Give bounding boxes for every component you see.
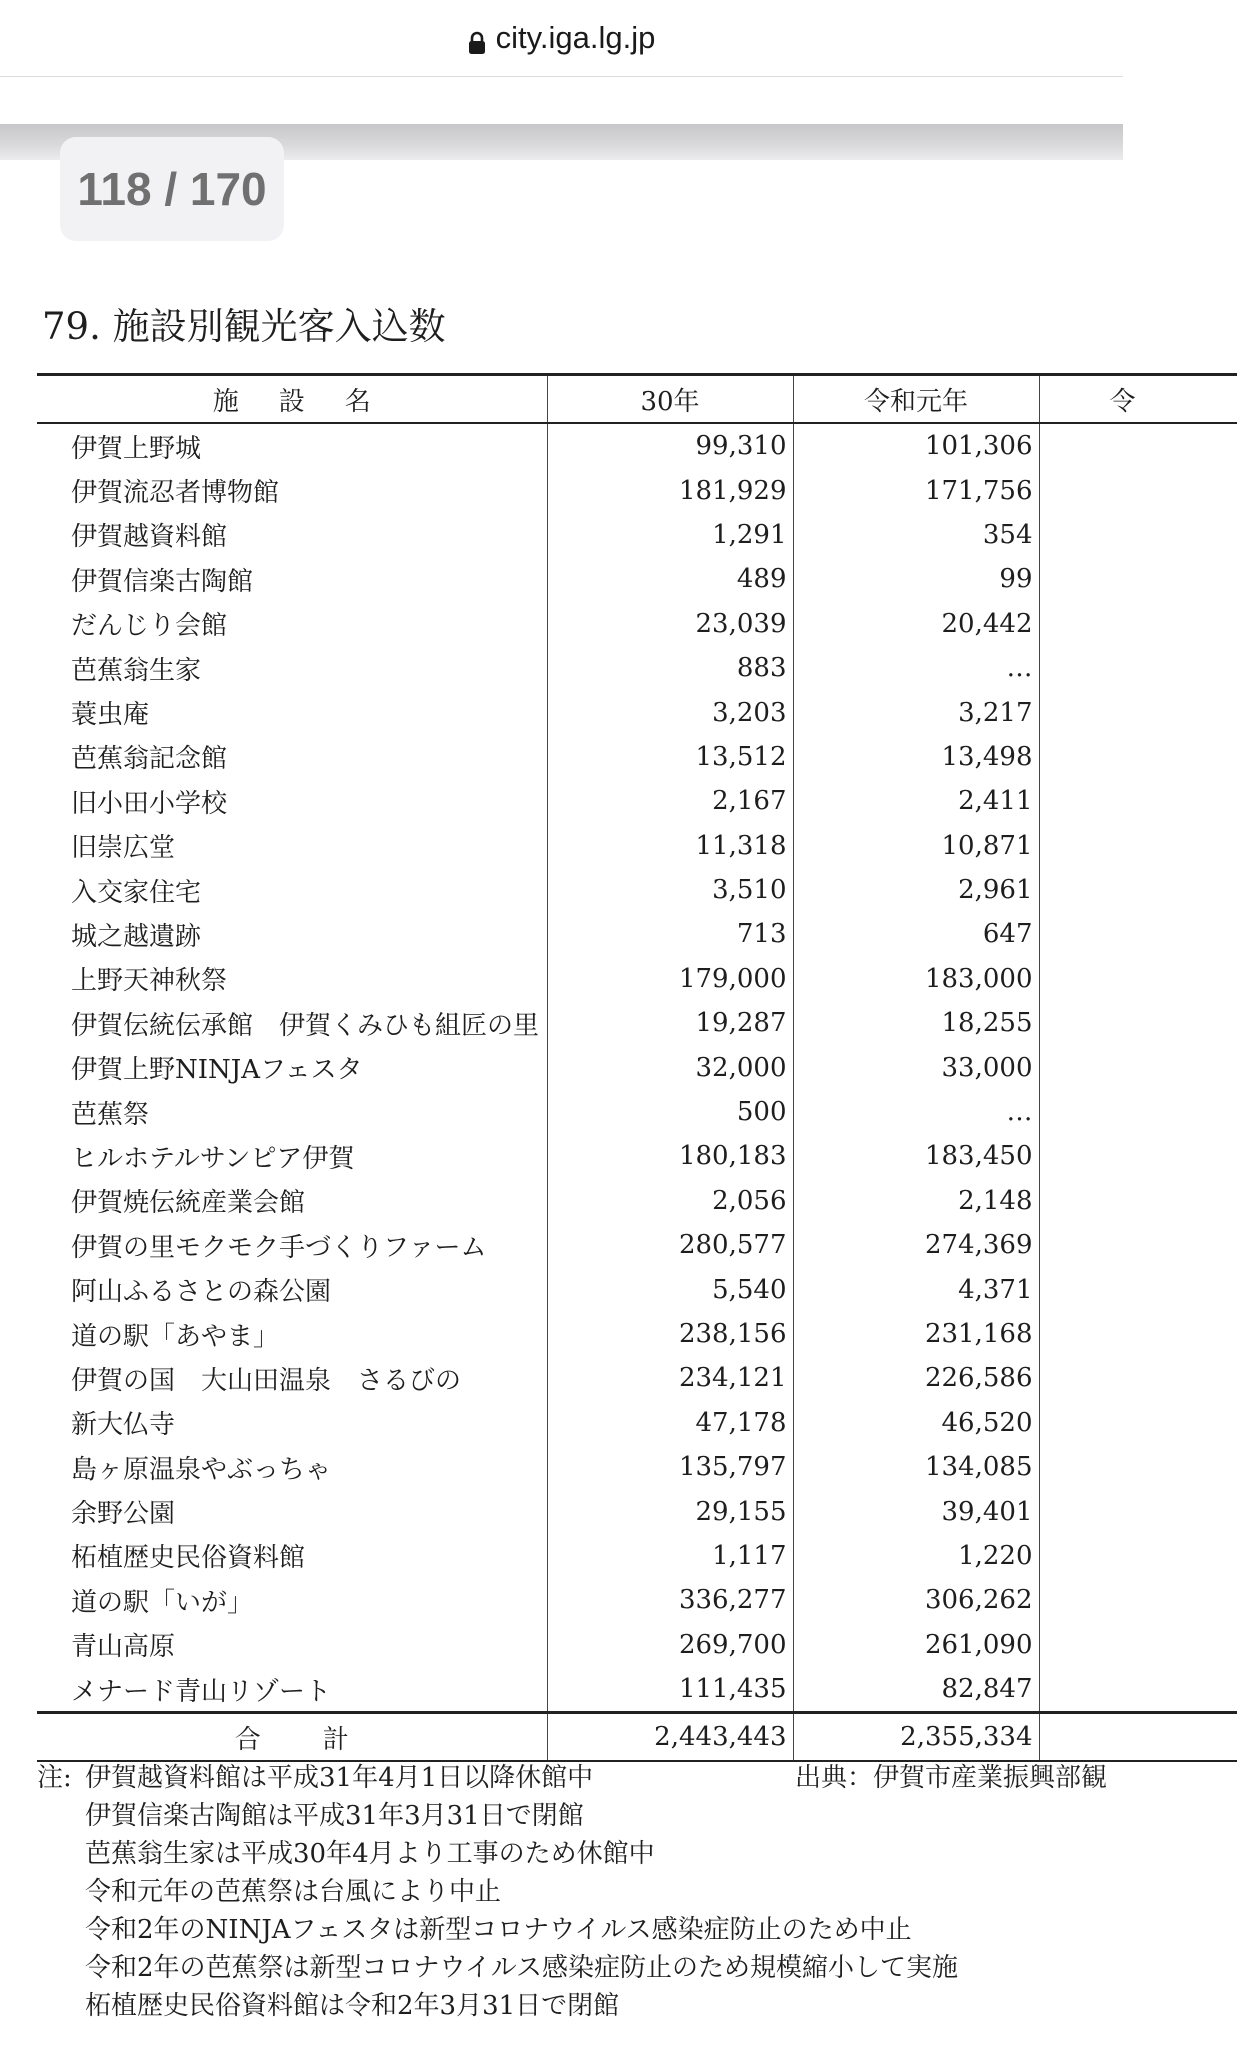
column-header-r1: 令和元年 — [793, 375, 1039, 424]
facility-name: 島ヶ原温泉やぶっちゃ — [37, 1445, 547, 1489]
facility-name: ヒルホテルサンピア伊賀 — [37, 1134, 547, 1178]
table-row — [37, 1001, 1237, 1045]
facility-name: 伊賀信楽古陶館 — [37, 557, 547, 601]
value-r2 — [1039, 957, 1237, 1001]
visitor-table-container — [37, 373, 1136, 1758]
value-r2 — [1039, 735, 1237, 779]
facility-name: 上野天神秋祭 — [37, 957, 547, 1001]
value-r1: 226,586 — [793, 1356, 1039, 1400]
facility-name: 伊賀流忍者博物館 — [37, 468, 547, 512]
note-line: 芭蕉翁生家は平成30年4月より工事のため休館中 — [85, 1839, 655, 1869]
value-h30: 99,310 — [547, 423, 793, 468]
note-line: 柘植歴史民俗資料館は令和2年3月31日で閉館 — [85, 1991, 620, 2021]
value-r2 — [1039, 1223, 1237, 1267]
table-row — [37, 423, 1237, 468]
value-r2 — [1039, 1179, 1237, 1223]
value-h30: 713 — [547, 912, 793, 956]
value-r1: 13,498 — [793, 735, 1039, 779]
facility-name: だんじり会館 — [37, 602, 547, 646]
value-r2 — [1039, 1312, 1237, 1356]
table-row — [37, 1223, 1237, 1267]
note-line: 令和2年のNINJAフェスタは新型コロナウイルス感染症防止のため中止 — [85, 1915, 912, 1945]
value-r2 — [1039, 912, 1237, 956]
value-r1: 99 — [793, 557, 1039, 601]
value-r2 — [1039, 513, 1237, 557]
facility-name: 城之越遺跡 — [37, 912, 547, 956]
value-r1: … — [793, 1090, 1039, 1134]
value-r1: 4,371 — [793, 1267, 1039, 1311]
value-r2 — [1039, 1623, 1237, 1667]
value-h30: 3,510 — [547, 868, 793, 912]
value-r2 — [1039, 868, 1237, 912]
value-r2 — [1039, 1401, 1237, 1445]
value-h30: 13,512 — [547, 735, 793, 779]
facility-name: 伊賀伝統伝承館 伊賀くみひも組匠の里 — [37, 1001, 547, 1045]
table-row — [37, 1401, 1237, 1445]
value-r2 — [1039, 1489, 1237, 1533]
facility-name: 旧小田小学校 — [37, 779, 547, 823]
document-title: 79. 施設別観光客入込数 — [42, 305, 446, 348]
facility-name: 芭蕉翁生家 — [37, 646, 547, 690]
value-h30: 336,277 — [547, 1578, 793, 1622]
value-h30: 234,121 — [547, 1356, 793, 1400]
value-r1: 2,411 — [793, 779, 1039, 823]
table-row — [37, 1667, 1237, 1713]
table-row — [37, 602, 1237, 646]
table-row — [37, 1312, 1237, 1356]
value-r1: 18,255 — [793, 1001, 1039, 1045]
facility-name: 蓑虫庵 — [37, 690, 547, 734]
value-r1: … — [793, 646, 1039, 690]
table-row — [37, 779, 1237, 823]
table-row — [37, 912, 1237, 956]
table-row — [37, 1534, 1237, 1578]
value-r2 — [1039, 1356, 1237, 1400]
column-header-h30: 30年 — [547, 375, 793, 424]
total-r1: 2,355,334 — [793, 1713, 1039, 1762]
total-r2 — [1039, 1713, 1237, 1762]
table-row — [37, 646, 1237, 690]
value-h30: 500 — [547, 1090, 793, 1134]
value-h30: 1,291 — [547, 513, 793, 557]
facility-name: 入交家住宅 — [37, 868, 547, 912]
value-r1: 183,000 — [793, 957, 1039, 1001]
table-row — [37, 735, 1237, 779]
facility-name: 伊賀の国 大山田温泉 さるびの — [37, 1356, 547, 1400]
total-label: 合計 — [37, 1713, 547, 1762]
value-r1: 20,442 — [793, 602, 1039, 646]
value-r2 — [1039, 602, 1237, 646]
value-h30: 179,000 — [547, 957, 793, 1001]
facility-name: 柘植歴史民俗資料館 — [37, 1534, 547, 1578]
facility-name: 伊賀越資料館 — [37, 513, 547, 557]
value-r1: 101,306 — [793, 423, 1039, 468]
value-h30: 19,287 — [547, 1001, 793, 1045]
facility-name: 新大仏寺 — [37, 1401, 547, 1445]
value-h30: 181,929 — [547, 468, 793, 512]
facility-name: 伊賀上野NINJAフェスタ — [37, 1045, 547, 1089]
facility-name: 青山高原 — [37, 1623, 547, 1667]
facility-name: 余野公園 — [37, 1489, 547, 1533]
value-r2 — [1039, 1045, 1237, 1089]
facility-name: メナード青山リゾート — [37, 1667, 547, 1713]
value-r1: 306,262 — [793, 1578, 1039, 1622]
column-header-r2: 令 — [1039, 375, 1237, 424]
table-header-row — [37, 375, 1237, 424]
value-r1: 183,450 — [793, 1134, 1039, 1178]
lock-icon — [468, 27, 486, 51]
value-r2 — [1039, 1090, 1237, 1134]
facility-name: 芭蕉祭 — [37, 1090, 547, 1134]
value-h30: 11,318 — [547, 824, 793, 868]
value-r2 — [1039, 824, 1237, 868]
page-indicator: 118 / 170 — [60, 137, 284, 241]
value-h30: 269,700 — [547, 1623, 793, 1667]
facility-name: 伊賀焼伝統産業会館 — [37, 1179, 547, 1223]
value-r1: 261,090 — [793, 1623, 1039, 1667]
value-r1: 1,220 — [793, 1534, 1039, 1578]
value-r1: 647 — [793, 912, 1039, 956]
value-r1: 39,401 — [793, 1489, 1039, 1533]
value-r2 — [1039, 1134, 1237, 1178]
value-r2 — [1039, 468, 1237, 512]
value-h30: 180,183 — [547, 1134, 793, 1178]
table-row — [37, 1623, 1237, 1667]
total-h30: 2,443,443 — [547, 1713, 793, 1762]
value-r1: 354 — [793, 513, 1039, 557]
table-row — [37, 690, 1237, 734]
value-r1: 171,756 — [793, 468, 1039, 512]
value-h30: 32,000 — [547, 1045, 793, 1089]
value-h30: 1,117 — [547, 1534, 793, 1578]
table-row — [37, 1134, 1237, 1178]
table-row — [37, 1356, 1237, 1400]
value-h30: 2,167 — [547, 779, 793, 823]
value-h30: 489 — [547, 557, 793, 601]
table-row — [37, 957, 1237, 1001]
value-r2 — [1039, 423, 1237, 468]
value-r1: 3,217 — [793, 690, 1039, 734]
value-h30: 47,178 — [547, 1401, 793, 1445]
notes-label: 注: — [37, 1763, 72, 1793]
table-row — [37, 824, 1237, 868]
browser-url-bar[interactable] — [0, 0, 1123, 77]
value-h30: 238,156 — [547, 1312, 793, 1356]
value-r1: 2,148 — [793, 1179, 1039, 1223]
value-r2 — [1039, 1578, 1237, 1622]
table-row — [37, 1489, 1237, 1533]
note-line: 令和2年の芭蕉祭は新型コロナウイルス感染症防止のため規模縮小して実施 — [85, 1953, 958, 1983]
value-r2 — [1039, 1267, 1237, 1311]
value-h30: 23,039 — [547, 602, 793, 646]
table-row — [37, 1578, 1237, 1622]
facility-name: 道の駅「あやま」 — [37, 1312, 547, 1356]
value-h30: 280,577 — [547, 1223, 793, 1267]
value-h30: 3,203 — [547, 690, 793, 734]
value-r1: 33,000 — [793, 1045, 1039, 1089]
value-h30: 883 — [547, 646, 793, 690]
note-line: 伊賀信楽古陶館は平成31年3月31日で閉館 — [85, 1801, 584, 1831]
table-body — [37, 423, 1237, 1713]
value-h30: 29,155 — [547, 1489, 793, 1533]
value-h30: 5,540 — [547, 1267, 793, 1311]
value-r2 — [1039, 1667, 1237, 1713]
table-row — [37, 468, 1237, 512]
value-h30: 135,797 — [547, 1445, 793, 1489]
value-r1: 2,961 — [793, 868, 1039, 912]
visitor-table — [37, 373, 1237, 1762]
note-line: 伊賀越資料館は平成31年4月1日以降休館中 — [85, 1763, 594, 1793]
value-r1: 134,085 — [793, 1445, 1039, 1489]
value-r2 — [1039, 557, 1237, 601]
value-r1: 82,847 — [793, 1667, 1039, 1713]
note-line: 令和元年の芭蕉祭は台風により中止 — [85, 1877, 502, 1907]
table-row — [37, 1267, 1237, 1311]
facility-name: 芭蕉翁記念館 — [37, 735, 547, 779]
facility-name: 阿山ふるさとの森公園 — [37, 1267, 547, 1311]
table-row — [37, 1090, 1237, 1134]
value-r2 — [1039, 690, 1237, 734]
value-h30: 111,435 — [547, 1667, 793, 1713]
value-r1: 46,520 — [793, 1401, 1039, 1445]
facility-name: 道の駅「いが」 — [37, 1578, 547, 1622]
value-r1: 231,168 — [793, 1312, 1039, 1356]
source-note: 出典：伊賀市産業振興部観 — [795, 1763, 1108, 1793]
facility-name: 伊賀の里モクモク手づくりファーム — [37, 1223, 547, 1267]
value-h30: 2,056 — [547, 1179, 793, 1223]
table-row — [37, 868, 1237, 912]
value-r2 — [1039, 779, 1237, 823]
facility-name: 伊賀上野城 — [37, 423, 547, 468]
value-r2 — [1039, 1001, 1237, 1045]
table-row — [37, 557, 1237, 601]
url-text[interactable]: city.iga.lg.jp — [495, 20, 656, 55]
table-row — [37, 1045, 1237, 1089]
facility-name: 旧崇広堂 — [37, 824, 547, 868]
table-row — [37, 1445, 1237, 1489]
value-r1: 274,369 — [793, 1223, 1039, 1267]
column-header-facility: 施設名 — [37, 375, 547, 424]
table-row — [37, 513, 1237, 557]
value-r1: 10,871 — [793, 824, 1039, 868]
value-r2 — [1039, 1534, 1237, 1578]
value-r2 — [1039, 1445, 1237, 1489]
total-row — [37, 1713, 1237, 1762]
table-row — [37, 1179, 1237, 1223]
value-r2 — [1039, 646, 1237, 690]
